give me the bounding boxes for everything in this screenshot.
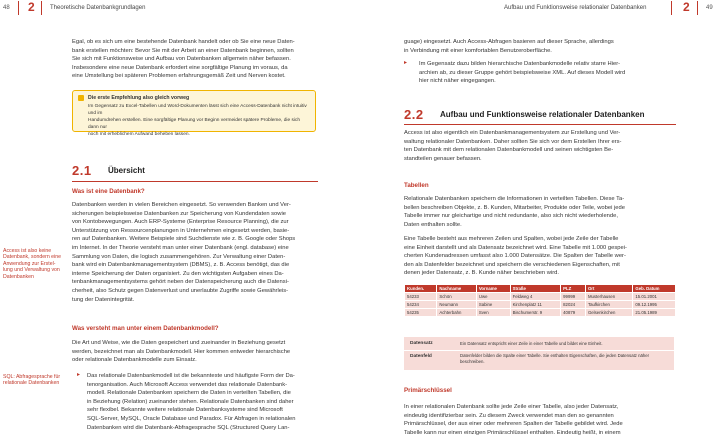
right-header-divider	[671, 1, 672, 15]
text-line: Primärschlüssel, der aus einer oder mehreren Spalten der Tabelle gebildet wird. Jede	[404, 421, 623, 428]
bullet-relational	[87, 372, 318, 432]
table-cell: 54234	[405, 301, 437, 309]
text-line: modell. Relationale Datenbanken speichern die Daten in verteilten Tabellen, die	[87, 390, 291, 397]
paragraph-tabellen	[404, 195, 676, 229]
table-header-cell: Kunden.	[405, 285, 437, 293]
right-chapter-number: 2	[683, 0, 690, 14]
table-cell: Sven	[476, 309, 510, 317]
table-row	[405, 293, 676, 301]
table-cell: 99999	[561, 293, 586, 301]
table-header-cell: PLZ	[561, 285, 586, 293]
definition-term: Datensatz	[410, 341, 433, 346]
text-line: Datenbanken wird die Datenbank-Abfragesprache SQL (Structured Query Lan-	[87, 424, 290, 431]
subheading-primaerschluessel: Primärschlüssel	[404, 387, 452, 394]
text-line: im Internet. In der Theorie versteht man unter einer Datenbank (engl. database) eine	[72, 244, 289, 251]
margin-note-sql	[3, 374, 69, 387]
right-running-title: Aufbau und Funktionsweise relationaler Datenbanken	[504, 5, 647, 11]
margin-line: lung und Verwaltung von	[3, 267, 60, 274]
paragraph-primaerschluessel	[404, 403, 676, 437]
text-line: von Kontobewegungen. Auch ERP-Systeme (Enterprise Resource Planning), die zur	[72, 219, 289, 226]
customer-table-wrap	[404, 284, 676, 317]
section-number: 2.2	[404, 107, 424, 122]
text-line: Insbesondere eine neue Datenbank erfordert eine sorgfältige Planung im voraus, da	[72, 64, 288, 71]
text-line: Tabelle immer nur gleichartige und nicht redundante, also sich nicht wiederholende,	[404, 213, 618, 220]
text-line: Access ist also eigentlich ein Datenbankmanagementsystem zur Erstellung und Ver-	[404, 130, 621, 136]
section-title: Aufbau und Funktionsweise relationaler Datenbanken	[440, 110, 645, 119]
margin-note-access	[3, 248, 63, 280]
table-cell: 40879	[561, 309, 586, 317]
section-rule	[72, 181, 318, 182]
right-header-divider-2	[697, 1, 698, 15]
text-line: Daten enthalten sollte.	[404, 221, 462, 228]
text-line: Die Art und Weise, wie die Daten gespeichert und zueinander in Beziehung gesetzt	[72, 340, 286, 346]
table-cell: Taufkirchen	[585, 301, 632, 309]
tip-title: Die erste Empfehlung also gleich vorweg	[88, 95, 190, 101]
margin-line: relationale Datenbanken	[3, 380, 60, 387]
text-line: denen jeder Datensatz, z. B. Kunde näher beschrieben wird.	[404, 270, 560, 277]
right-page-number: 49	[706, 5, 713, 11]
margin-line: Access ist also keine	[3, 248, 52, 254]
margin-line: Datenbank, sondern eine	[3, 254, 61, 261]
table-row	[405, 309, 676, 317]
text-line: bank erstellen möchten: Bevor Sie mit der Arbeit an einer Datenbank beginnen, sollten	[72, 47, 294, 54]
subheading-datenbankmodell: Was versteht man unter einem Datenbankmodell?	[72, 325, 219, 332]
definition-term: Datenfeld	[410, 354, 432, 359]
section-title: Übersicht	[108, 166, 145, 175]
text-line: interne Speicherung der Daten organisiert. Zu den wichtigsten Aufgaben eines Da-	[72, 270, 284, 277]
text-line: in Beziehung (Relation) zueinander stehen. Relationale Datenbanken sind daher	[87, 398, 294, 405]
text-line: sehr flexibel. Bekannte weitere relationale Datenbanksysteme sind Microsoft	[87, 407, 283, 414]
text-line: tenorganisation. Auch Microsoft Access verwendet das relationale Datenbank-	[87, 381, 288, 388]
table-cell: Schön	[437, 293, 476, 301]
table-header-cell: Vorname	[476, 285, 510, 293]
table-header-cell: Ort	[585, 285, 632, 293]
left-chapter-number: 2	[28, 0, 35, 14]
tip-line: noch mit erheblichem Aufwand beheben lassen.	[88, 132, 190, 137]
section-rule	[404, 124, 676, 125]
paragraph-datenbankmodell	[72, 339, 318, 365]
text-line: den als Datenfelder bezeichnet und speichern die verschiedenen Eigenschaften, mit	[404, 261, 620, 268]
text-line: Im Gegensatz dazu bilden hierarchische Datenbankmodelle relativ starre Hier-	[419, 61, 621, 67]
text-line: eine Umstellung bei späteren Problemen erfahrungsgemäß Zeit und Nerven kostet.	[72, 73, 286, 80]
text-line: bellen beschreiben Objekte, z. B. Kunden, Mitarbeiter, Produkte oder Teile, wobei jede	[404, 204, 625, 211]
text-line: sicherungen beispielsweise Datenbanken zur Speicherung von Kundendaten sowie	[72, 210, 286, 217]
table-cell: 82024	[561, 301, 586, 309]
text-line: archien ab, zu dieser Gruppe gehört beispielsweise XML. Auf dieses Modell wird	[419, 69, 626, 76]
margin-line: Anwendung zur Erstel-	[3, 260, 56, 267]
table-cell: 54233	[405, 293, 437, 301]
text-line: Relationale Datenbanken speichern die Informationen in verteilten Tabellen. Diese Ta-	[404, 196, 625, 202]
tip-icon	[78, 95, 84, 101]
text-line: Egal, ob es sich um eine bestehende Datenbank handelt oder ob Sie eine neue Daten-	[72, 39, 295, 45]
bullet-arrow-icon: ▸	[77, 372, 81, 378]
text-line: cherheit, also Schutz gegen Datenverlust und unerlaubte Zugriffe sowie Gewährleis-	[72, 287, 289, 294]
table-cell: Achterbahn	[437, 309, 476, 317]
definition-text: Datenfelder bilden die Spalte einer Tabelle. Sie enthalten Eigenschaften, die jeden Datensatz näher beschreiben.	[460, 353, 650, 364]
text-line: werden, bezeichnet man als Datenbankmodell. Hier kommen entweder hierarchische	[72, 348, 291, 355]
text-line: ren auf Datenbanken. Weitere Beispiele sind Suchdienste wie z. B. Google oder Shops	[72, 236, 296, 243]
tip-line: Handumdrehen erstellen. Eine sorgfältige Planung vor Beginn vermeidet spätere Probleme, die sich dann nur	[88, 118, 300, 130]
text-line: waltung relationaler Datenbanken. Daher sollten Sie sich vor dem Erstellen Ihrer ers-	[404, 138, 622, 145]
text-line: ten Datenbank mit dem relationalen Datenbankmodell und seinen wichtigsten Be-	[404, 147, 614, 154]
left-header-divider-2	[41, 1, 42, 15]
table-row	[405, 301, 676, 309]
table-header-row	[405, 285, 676, 293]
text-line: tenbankmanagementsystems gehört neben der Datenspeicherung auch die Datensi-	[72, 279, 289, 286]
table-cell: Neumann	[437, 301, 476, 309]
table-cell: 21.05.1989	[633, 309, 676, 317]
text-line: Unterstützung von Ressourcenplanungen in Unternehmen eingesetzt werden, basie-	[72, 227, 290, 234]
text-line: standteilen genauer befassen.	[404, 155, 482, 162]
customer-table	[404, 284, 676, 317]
paragraph-access-dbms	[404, 129, 676, 163]
text-line: Datenbanken werden in vielen Bereichen eingesetzt. So verwenden Banken und Ver-	[72, 202, 291, 208]
table-cell: 15.01.2001	[633, 293, 676, 301]
table-header-cell: Geb. Datum	[633, 285, 676, 293]
definition-separator	[404, 350, 674, 351]
tip-line: Im Gegensatz zu Excel-Tabellen und Word-Dokumenten lässt sich eine Access-Datenbank nicht intuitiv und im	[88, 104, 307, 116]
definition-text: Ein Datensatz entspricht einer Zeile in einer Tabelle und bildet eine Einheit.	[460, 341, 603, 346]
text-line: In einer relationalen Datenbank sollte jede Zeile einer Tabelle, also jeder Datensatz,	[404, 404, 619, 410]
subheading-datenbank: Was ist eine Datenbank?	[72, 188, 145, 195]
paragraph-datenbank	[72, 201, 318, 304]
table-header-cell: Nachname	[437, 285, 476, 293]
text-line: eindeutig identifizierbar sein. Zu diesem Zweck verwendet man den so genannten	[404, 412, 614, 419]
table-cell: Kirchenplatz 11	[510, 301, 561, 309]
margin-line: Datenbanken	[3, 273, 34, 280]
left-header-divider	[18, 1, 19, 15]
left-page-number: 48	[3, 5, 10, 11]
table-cell: Sabine	[476, 301, 510, 309]
table-cell: Musterhausen	[585, 293, 632, 301]
table-cell: Uwe	[476, 293, 510, 301]
table-cell: 09.12.1995	[633, 301, 676, 309]
text-line: eine Einheit darstellt und als Datensatz bezeichnet wird. Eine Tabelle mit 1.000 gespei-	[404, 244, 627, 251]
paragraph-zeilen-spalten	[404, 235, 676, 278]
bullet-arrow-icon: ▸	[404, 60, 408, 66]
table-cell: Gelsenkirchen	[585, 309, 632, 317]
recommendation-box	[72, 90, 316, 137]
continued-paragraph	[404, 38, 676, 55]
text-line: oder relationale Datenbankmodelle zum Einsatz.	[72, 357, 197, 364]
table-cell: Bischumerstr. 9	[510, 309, 561, 317]
text-line: Tabelle kann nur einen einzigen Primärschlüssel enthalten. Eindeutig heißt, in einem	[404, 429, 621, 436]
bullet-hierarchical	[419, 60, 676, 86]
left-running-title: Theoretische Datenbankgrundlagen	[50, 5, 146, 11]
margin-line: SQL: Abfragesprache für	[3, 374, 61, 380]
section-number: 2.1	[72, 163, 92, 178]
text-line: Das relationale Datenbankmodell ist die bekannteste und häufigste Form der Da-	[87, 373, 295, 379]
intro-paragraph	[72, 38, 318, 81]
text-line: Sie sich mit Funktionsweise und Aufbau von Datenbanken allgemein näher befassen.	[72, 56, 291, 63]
subheading-tabellen: Tabellen	[404, 182, 429, 189]
text-line: Eine Tabelle besteht aus mehreren Zeilen und Spalten, wobei jede Zeile der Tabelle	[404, 236, 619, 242]
definitions-box	[404, 337, 674, 370]
text-line: cherten Kundenadressen umfasst also 1.000 Datensätze. Die Spalten der Tabelle wer-	[404, 253, 626, 260]
text-line: guage) eingesetzt. Auch Access-Abfragen basieren auf dieser Sprache, allerdings	[404, 39, 614, 45]
text-line: Sammlung von Daten, die logisch zusammengehören. Zur Verwaltung einer Daten-	[72, 253, 286, 260]
text-line: bank wird ein Datenbankmanagementsystem (DBMS), z. B. Access benötigt, das die	[72, 262, 290, 269]
text-line: hier nicht näher eingegangen.	[419, 78, 496, 85]
text-line: SQL-Server, MySQL, Oracle Database und Paradox. Für Abfragen in relationalen	[87, 415, 296, 422]
table-cell: 54235	[405, 309, 437, 317]
table-cell: Feldweg 4	[510, 293, 561, 301]
text-line: tung der Datenintegrität.	[72, 296, 135, 303]
text-line: in Verbindung mit einer komfortablen Benutzeroberfläche.	[404, 47, 552, 54]
table-header-cell: Straße	[510, 285, 561, 293]
